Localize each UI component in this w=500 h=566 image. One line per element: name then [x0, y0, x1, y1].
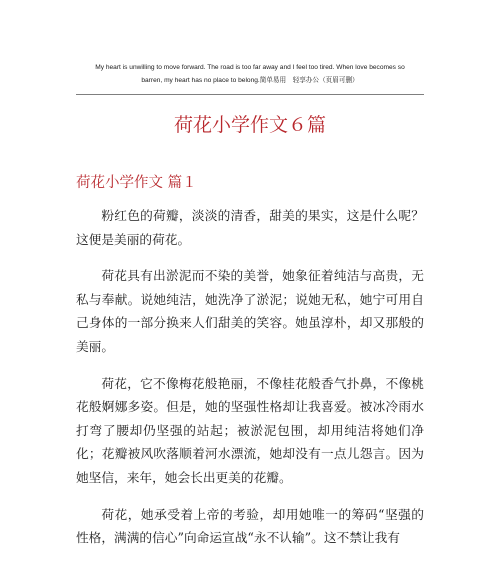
paragraph-3: 荷花，它不像梅花般艳丽，不像桂花般香气扑鼻，不像桃花般婀娜多姿。但是，她的坚强性格却让我喜爱。被冰冷雨水打弯了腰却仍坚强的站起；被淤泥包围，却用纯洁将她们净化；花瓣被风吹落顺着河水漂流，她却没有一点儿怨言。因为她坚信，来年，她会长出更美的花瓣。	[76, 375, 424, 485]
paragraph-2: 荷花具有出淤泥而不染的美誉，她象征着纯洁与高贵，无私与奉献。说她纯洁，她洗净了淤泥；说她无私，她宁可用自己身体的一部分换来人们甜美的笑容。她虽淳朴，却又那般的美丽。	[76, 268, 424, 354]
document-title: 荷花小学作文６篇	[173, 114, 326, 136]
page-header	[76, 61, 424, 87]
header-line-1: My heart is unwilling to move forward. The road is too far away and I feel too tired. When love becomes so	[95, 64, 405, 71]
header-divider	[76, 94, 424, 95]
paragraph-1: 粉红色的荷瓣，淡淡的清香，甜美的果实，这是什么呢？这便是美丽的荷花。	[76, 208, 424, 247]
paragraph-4: 荷花，她承受着上帝的考验，却用她唯一的筹码“坚强的性格，满满的信心”向命运宣战“永不认输”。这不禁让我有	[76, 506, 424, 546]
header-line-2: barren, my heart has no place to belong.简单易用 轻享办公（页眉可删）	[141, 77, 359, 84]
body-text	[76, 204, 424, 563]
section-title: 荷花小学作文 篇１	[76, 175, 197, 191]
